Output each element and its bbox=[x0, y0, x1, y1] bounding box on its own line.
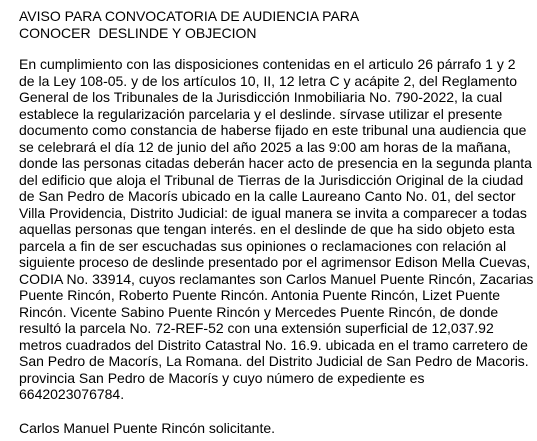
notice-title-line: AVISO PARA CONVOCATORIA DE AUDIENCIA PARA bbox=[19, 8, 360, 24]
body-line: siguiente proceso de deslinde presentado por el agrimensor Edison Mella Cuevas, bbox=[19, 254, 531, 270]
body-line: donde las personas citadas deberán hacer acto de presencia en la segunda planta bbox=[19, 155, 532, 171]
body-line: parcela a fin de ser escuchadas sus opiniones o reclamaciones con relación al bbox=[19, 237, 507, 254]
body-line: establece la regularización parcelaria y el deslinde. sírvase utilizar el presente bbox=[19, 105, 503, 122]
body-line: San Pedro de Macorís, La Romana. del Distrito Judicial de San Pedro de Macoris. bbox=[19, 353, 529, 369]
body-line: de San Pedro de Macorís ubicado en la calle Laureano Canto No. 01, del sector bbox=[19, 188, 516, 204]
body-line: documento como constancia de haberse fijado en este tribunal una audiencia que bbox=[19, 122, 527, 138]
notice-document bbox=[19, 8, 535, 437]
body-line: provincia San Pedro de Macorís y cuyo número de expediente es bbox=[19, 369, 425, 386]
body-line: 6642023076784. bbox=[19, 386, 125, 402]
notice-title-line: CONOCER DESLINDE Y OBJECION bbox=[19, 25, 257, 41]
body-line: Villa Providencia, Distrito Judicial: de igual manera se invita a comparecer a todas bbox=[19, 204, 527, 221]
signature-line: Carlos Manuel Puente Rincón solicitante. bbox=[19, 419, 276, 436]
body-line: se celebrará el día 12 de junio del año 2025 a las 9:00 am horas de la mañana, bbox=[19, 138, 511, 155]
body-line: resultó la parcela No. 72-REF-52 con una extensión superficial de 12,037.92 bbox=[19, 320, 494, 336]
body-line: Puente Rincón, Roberto Puente Rincón. Antonia Puente Rincón, Lizet Puente bbox=[19, 287, 500, 303]
notice-body bbox=[19, 56, 535, 403]
body-line: del edificio que aloja el Tribunal de Tierras de la Jurisdicción Original de la ciudad bbox=[19, 171, 524, 188]
notice-title bbox=[19, 8, 535, 42]
body-line: Rincón. Vicente Sabino Puente Rincón y Mercedes Puente Rincón, de donde bbox=[19, 303, 499, 320]
body-line: de la Ley 108-05. y de los artículos 10, II, 12 letra C y acápite 2, del Reglamento bbox=[19, 72, 518, 89]
body-line: metros cuadrados del Distrito Catastral No. 16.9. ubicada en el tramo carretero de bbox=[19, 336, 528, 353]
body-line: CODIA No. 33914, cuyos reclamantes son Carlos Manuel Puente Rincón, Zacarias bbox=[19, 270, 534, 287]
body-line: aquellas personas que tengan interés. en el deslinde de que ha sido objeto esta bbox=[19, 221, 515, 237]
body-line: General de los Tribunales de la Jurisdicción Inmobiliaria No. 790-2022, la cual bbox=[19, 89, 503, 105]
body-line: En cumplimiento con las disposiciones contenidas en el articulo 26 párrafo 1 y 2 bbox=[19, 56, 516, 72]
